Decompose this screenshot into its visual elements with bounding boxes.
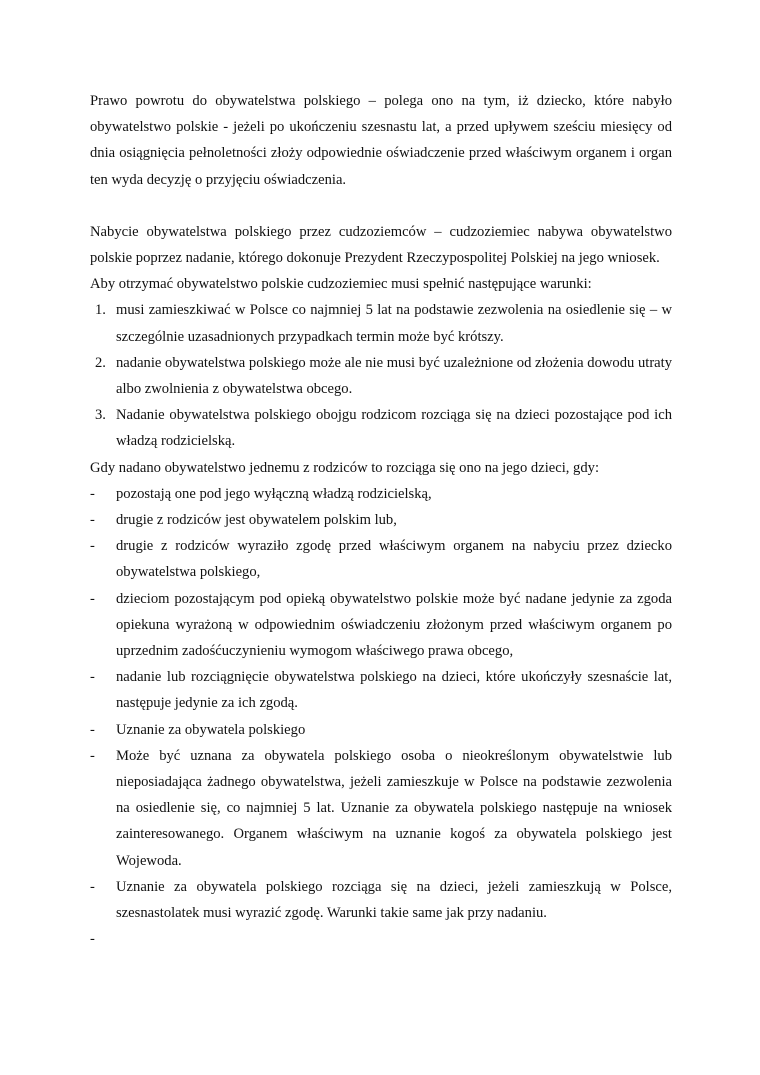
- list-item-text: dzieciom pozostającym pod opieką obywatelstwo polskie może być nadane jedynie za zgoda opiekuna wyrażoną w odpowiednim oświadczeniu złożonym przed właściwym organem po uprzednim zadośćuczynieniu wymogom właściwego prawa obcego,: [116, 590, 672, 660]
- list-item-text: drugie z rodziców jest obywatelem polskim lub,: [116, 512, 397, 529]
- list-dash: -: [90, 538, 95, 555]
- list-item-text: drugie z rodziców wyraziło zgodę przed właściwym organem na nabyciu przez dziecko obywatelstwa polskiego,: [116, 538, 672, 581]
- paragraph-extension-intro: Gdy nadano obywatelstwo jednemu z rodziców to rozciąga się ono na jego dzieci, gdy:: [90, 459, 599, 476]
- list-item: [90, 743, 672, 874]
- list-item: [90, 350, 672, 402]
- list-item: [90, 533, 672, 585]
- list-number: 1.: [95, 302, 106, 319]
- list-item: [90, 402, 672, 454]
- list-item-text: nadanie lub rozciągnięcie obywatelstwa polskiego na dzieci, które ukończyły szesnaście lat, następuje jedynie za ich zgodą.: [116, 669, 672, 712]
- list-item-text: Może być uznana za obywatela polskiego osoba o nieokreślonym obywatelstwie lub nieposiadająca żadnego obywatelstwa, jeżeli zamieszkuje w Polsce na podstawie zezwolenia na osiedlenie się, co najmniej 5 lat. Uznanie za obywatela polskiego następuje na wniosek zainteresowanego. Organem właściwym na uznanie kogoś za obywatela polskiego jest Wojewoda.: [116, 747, 672, 869]
- list-item-text: Nadanie obywatelstwa polskiego obojgu rodzicom rozciąga się na dzieci pozostające pod ich władzą rodzicielską.: [116, 407, 672, 450]
- list-item: [90, 926, 672, 952]
- paragraph-spacer: [90, 193, 672, 219]
- list-item: [90, 717, 672, 743]
- document-page: [90, 88, 672, 952]
- paragraph-conditions-intro: Aby otrzymać obywatelstwo polskie cudzoziemiec musi spełnić następujące warunki:: [90, 276, 592, 293]
- list-number: 2.: [95, 354, 106, 371]
- list-dash: -: [90, 931, 95, 948]
- list-dash: -: [90, 590, 95, 607]
- list-item: [90, 874, 672, 926]
- list-item-text: musi zamieszkiwać w Polsce co najmniej 5 lat na podstawie zezwolenia na osiedlenie się – w szczególnie uzasadnionych przypadkach termin może być krótszy.: [116, 302, 672, 345]
- list-dash: -: [90, 512, 95, 529]
- list-dash: -: [90, 878, 95, 895]
- list-item-text: pozostają one pod jego wyłączną władzą rodzicielską,: [116, 485, 432, 502]
- list-item-text: Uznanie za obywatela polskiego: [116, 721, 306, 738]
- list-dash: -: [90, 747, 95, 764]
- extension-dash-list: [90, 481, 672, 953]
- conditions-numbered-list: [90, 297, 672, 454]
- list-item-text: Uznanie za obywatela polskiego rozciąga się na dzieci, jeżeli zamieszkują w Polsce, szesnastolatek musi wyrazić zgodę. Warunki takie same jak przy nadaniu.: [116, 878, 672, 922]
- list-dash: -: [90, 485, 95, 502]
- list-item: [90, 664, 672, 716]
- list-dash: -: [90, 721, 95, 738]
- list-item: [90, 586, 672, 665]
- list-dash: -: [90, 669, 95, 686]
- list-item: [90, 297, 672, 349]
- list-number: 3.: [95, 407, 106, 424]
- list-item: [90, 507, 672, 533]
- list-item: [90, 481, 672, 507]
- paragraph-naturalization: Nabycie obywatelstwa polskiego przez cudzoziemców – cudzoziemiec nabywa obywatelstwo polskie poprzez nadanie, którego dokonuje Prezydent Rzeczypospolitej Polskiej na jego wniosek.: [90, 223, 672, 267]
- paragraph-right-of-return: Prawo powrotu do obywatelstwa polskiego – polega ono na tym, iż dziecko, które nabyło obywatelstwo polskie - jeżeli po ukończeniu szesnastu lat, a przed upływem sześciu miesięcy od dnia osiągnięcia pełnoletności złoży odpowiednie oświadczenie przed właściwym organem i organ ten wyda decyzję o przyjęciu oświadczenia.: [90, 93, 672, 188]
- list-item-text: nadanie obywatelstwa polskiego może ale nie musi być uzależnione od złożenia dowodu utraty albo zwolnienia z obywatelstwa obcego.: [116, 354, 673, 398]
